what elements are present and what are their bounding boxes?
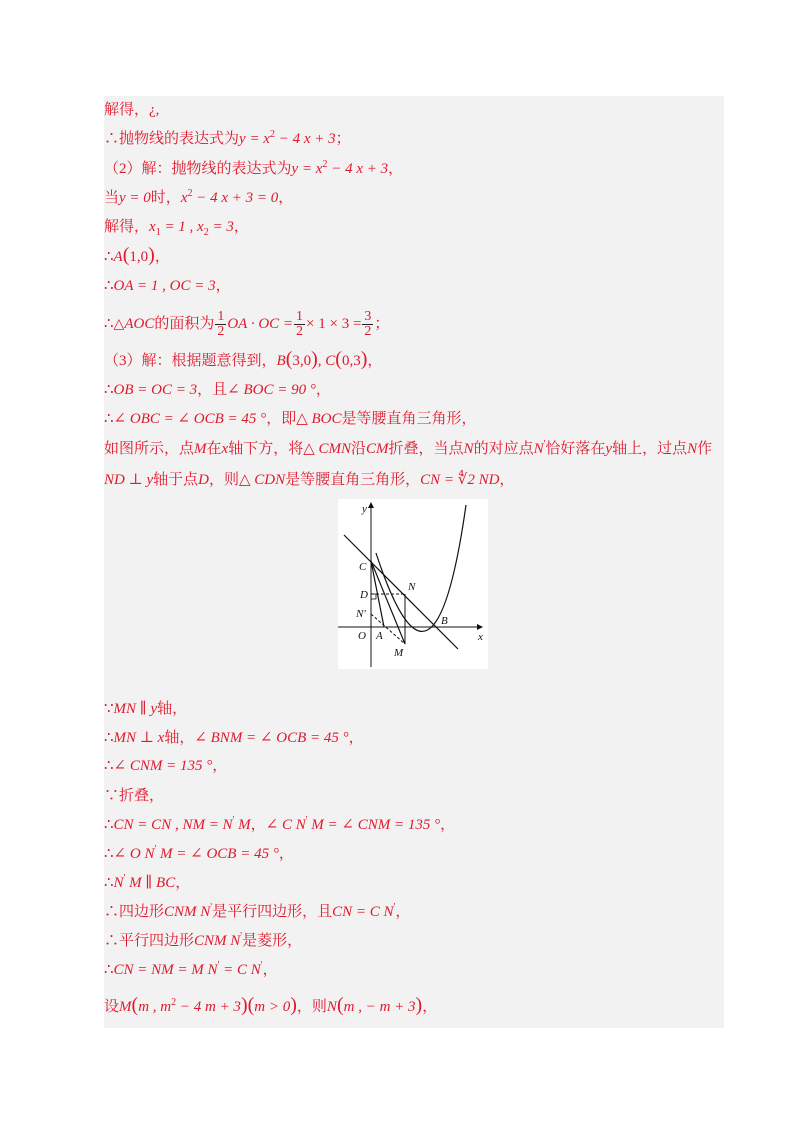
line-14 xyxy=(104,699,187,719)
punctuation: ， xyxy=(278,846,294,862)
math: ∠ BOC = 90 ° xyxy=(227,382,316,398)
line-11 xyxy=(104,409,477,429)
math: ∠ BNM = ∠ OCB = 45 ° xyxy=(194,730,349,746)
line-18 xyxy=(104,815,455,835)
prime-mark: ' xyxy=(393,902,396,913)
line-23 xyxy=(104,960,278,980)
text: 是菱形， xyxy=(242,933,303,949)
math: y xyxy=(605,441,613,457)
label-d: D xyxy=(360,589,368,601)
math: 1,0 xyxy=(129,249,149,265)
math: m , m xyxy=(138,999,172,1015)
line-15 xyxy=(104,728,364,748)
math: y = x xyxy=(239,131,270,147)
math: CN = CN , NM = N xyxy=(113,817,233,833)
math: CNM N xyxy=(164,904,211,920)
line-17 xyxy=(104,786,164,806)
line-6: ∴A(1,0)， xyxy=(104,244,170,266)
text: 沿 xyxy=(351,441,367,457)
math: N xyxy=(533,441,544,457)
punctuation: ， xyxy=(278,190,294,206)
parabola-figure xyxy=(338,499,488,669)
therefore-symbol: ∴ xyxy=(104,962,114,978)
label-n-prime: N' xyxy=(356,608,366,620)
text: 当 xyxy=(104,190,120,206)
line-1 xyxy=(104,100,159,120)
text: 轴上，过点 xyxy=(612,441,688,457)
text: 的对应点 xyxy=(473,441,534,457)
subscript: 2 xyxy=(203,227,209,238)
therefore-symbol: ∴ xyxy=(104,933,120,949)
line-20 xyxy=(104,873,190,893)
triangle-symbol: △ xyxy=(113,315,125,332)
figure-diagram xyxy=(338,499,488,669)
math: OA · OC = xyxy=(227,315,294,332)
text: ，且 xyxy=(197,382,228,398)
superscript: 2 xyxy=(269,129,275,140)
therefore-symbol: ∴ xyxy=(104,278,114,294)
because-symbol: ∵ xyxy=(104,788,120,804)
math: m , − m + 3 xyxy=(343,999,416,1015)
prime-mark: ' xyxy=(232,815,235,826)
line-13 xyxy=(104,470,514,490)
prime-mark: ' xyxy=(240,931,243,942)
text: 轴于点 xyxy=(153,472,199,488)
prime-mark: ' xyxy=(543,439,546,450)
therefore-symbol: ∴ xyxy=(104,904,120,920)
text: 时， xyxy=(150,190,181,206)
math: CNM N xyxy=(194,933,241,949)
text: 轴， xyxy=(157,701,188,717)
math: ∠ O N xyxy=(113,846,155,862)
therefore-symbol: ∴ xyxy=(104,131,120,147)
math: × 1 × 3 = xyxy=(306,315,362,332)
math: CN = NM = M N xyxy=(113,962,218,978)
line-3 xyxy=(104,159,403,179)
label-n: N xyxy=(408,581,416,593)
math: ∠ CNM = 135 ° xyxy=(113,758,213,774)
math: − 4 x + 3 = 0 xyxy=(192,190,279,206)
math: y = 0 xyxy=(119,190,151,206)
text: 抛物线的表达式为 xyxy=(119,131,240,147)
math: − 4 m + 3 xyxy=(176,999,241,1015)
therefore-symbol: ∴ xyxy=(104,382,114,398)
math: N xyxy=(113,875,124,891)
math: M xyxy=(194,441,207,457)
punctuation: ； xyxy=(335,131,351,147)
math: = 1 , x xyxy=(160,219,204,235)
math: M xyxy=(119,999,132,1015)
line-7 xyxy=(104,276,231,296)
text: 平行四边形 xyxy=(119,933,195,949)
line-5 xyxy=(104,217,249,237)
math: N xyxy=(463,441,474,457)
fraction: $\frac{3}{2}$ xyxy=(364,309,372,339)
text: 解得， xyxy=(104,102,150,118)
subscript: 1 xyxy=(155,227,161,238)
punctuation: ， xyxy=(212,758,228,774)
text: 折叠， xyxy=(119,788,165,804)
math: − 4 x + 3 xyxy=(274,131,336,147)
punctuation: ， xyxy=(395,904,411,920)
text: 解得， xyxy=(104,219,150,235)
therefore-symbol: ∴ xyxy=(104,817,114,833)
line-8 xyxy=(104,310,389,339)
punctuation: ， xyxy=(262,962,278,978)
label-y: y xyxy=(362,503,367,515)
punctuation: ， xyxy=(215,278,231,294)
text: 是等腰直角三角形， xyxy=(285,472,421,488)
therefore-symbol: ∴ xyxy=(104,875,114,891)
document-page xyxy=(104,96,724,1028)
text: （3）解：根据题意得到， xyxy=(104,353,277,369)
text: ，则 xyxy=(208,472,239,488)
text: ，即 xyxy=(266,411,297,427)
text: 是等腰直角三角形， xyxy=(341,411,477,427)
math: x xyxy=(180,190,188,206)
text: ，则 xyxy=(296,999,327,1015)
math: x xyxy=(221,441,229,457)
text: 四边形 xyxy=(119,904,165,920)
therefore-symbol: ∴ xyxy=(104,758,114,774)
prime-mark: ' xyxy=(305,815,308,826)
math: MN ∥ y xyxy=(113,701,158,717)
line-16 xyxy=(104,756,227,776)
text: 如图所示，点 xyxy=(104,441,195,457)
therefore-symbol: ∴ xyxy=(104,315,114,332)
prime-mark: ' xyxy=(260,960,263,971)
line-22 xyxy=(104,931,302,951)
line-4 xyxy=(104,188,293,208)
line-10 xyxy=(104,380,331,400)
math: A xyxy=(113,249,123,265)
math: M = ∠ OCB = 45 ° xyxy=(156,846,279,862)
math: = 3 xyxy=(208,219,234,235)
superscript: 2 xyxy=(322,159,328,170)
punctuation: ， xyxy=(422,999,438,1015)
math: △ BOC xyxy=(296,411,342,427)
therefore-symbol: ∴ xyxy=(104,249,114,265)
math: 0,3 xyxy=(341,353,361,369)
line-24: 设M(m , $m^2 - 4$ m + 3)(m > 0)，则N(m , − m + 3)， xyxy=(104,994,438,1016)
math: MN ⊥ x xyxy=(113,730,165,746)
text: （2）解：抛物线的表达式为 xyxy=(104,161,292,177)
superscript: 2 xyxy=(187,188,193,199)
line-2 xyxy=(104,129,351,149)
math: CM xyxy=(366,441,389,457)
fraction: $\frac{1}{2}$ xyxy=(217,309,225,339)
right-angle-mark xyxy=(371,594,376,599)
math: M = ∠ CNM = 135 ° xyxy=(307,817,441,833)
fraction: $\frac{1}{2}$ xyxy=(296,309,304,339)
prime-mark: ' xyxy=(210,902,213,913)
math: ∠ OBC = ∠ OCB = 45 ° xyxy=(113,411,267,427)
label-c: C xyxy=(359,561,367,573)
text: 恰好落在 xyxy=(545,441,606,457)
math: M xyxy=(234,817,251,833)
punctuation: ， xyxy=(233,219,249,235)
math: 3,0 xyxy=(292,353,312,369)
text: 的面积为 xyxy=(154,315,215,332)
punctuation: ； xyxy=(374,315,390,332)
math: − 4 x + 3 xyxy=(327,161,389,177)
label-m: M xyxy=(394,647,404,659)
math: D xyxy=(198,472,209,488)
text: 折叠，当点 xyxy=(388,441,464,457)
punctuation: ， xyxy=(499,472,515,488)
math: △ CMN xyxy=(303,441,352,457)
label-a: A xyxy=(376,630,383,642)
punctuation: ， xyxy=(315,382,331,398)
because-symbol: ∵ xyxy=(104,701,114,717)
line-19 xyxy=(104,844,294,864)
math: ND ⊥ y xyxy=(104,472,154,488)
text: 设 xyxy=(104,999,120,1015)
superscript: 2 xyxy=(171,997,177,1008)
text: 轴， xyxy=(164,730,195,746)
prime-mark: ' xyxy=(123,873,126,884)
math: B xyxy=(276,353,286,369)
text: 是平行四边形，且 xyxy=(212,904,333,920)
text: 轴下方，将 xyxy=(228,441,304,457)
therefore-symbol: ∴ xyxy=(104,411,114,427)
punctuation: ， xyxy=(367,353,383,369)
line-9: （3）解：根据题意得到，B(3,0), C(0,3)， xyxy=(104,348,383,370)
math: ∠ C N xyxy=(265,817,306,833)
line-12 xyxy=(104,439,712,459)
math: N xyxy=(687,441,698,457)
math: △ CDN xyxy=(238,472,286,488)
label-o: O xyxy=(358,630,366,642)
math: M ∥ BC xyxy=(125,875,176,891)
math: CN = C N xyxy=(332,904,394,920)
prime-mark: ' xyxy=(154,844,157,855)
text: 在 xyxy=(206,441,222,457)
math: OB = OC = 3 xyxy=(113,382,198,398)
punctuation: ， xyxy=(348,730,364,746)
math: CN = ∜2 ND xyxy=(420,472,500,488)
math: m > 0 xyxy=(254,999,291,1015)
math: , C xyxy=(317,353,336,369)
label-b: B xyxy=(441,615,448,627)
text: 作 xyxy=(697,441,713,457)
punctuation: ， xyxy=(154,249,170,265)
punctuation: ， xyxy=(175,875,191,891)
punctuation: ， xyxy=(440,817,456,833)
therefore-symbol: ∴ xyxy=(104,846,114,862)
math: AOC xyxy=(124,315,155,332)
punctuation: ， xyxy=(250,817,266,833)
math: y = x xyxy=(291,161,323,177)
prime-mark: ' xyxy=(217,960,220,971)
math: x xyxy=(149,219,156,235)
line-21 xyxy=(104,902,410,922)
math: OA = 1 , OC = 3 xyxy=(113,278,216,294)
therefore-symbol: ∴ xyxy=(104,730,114,746)
label-x: x xyxy=(478,631,483,643)
math: = C N xyxy=(219,962,261,978)
text: ¿, xyxy=(149,102,160,118)
math: N xyxy=(326,999,337,1015)
punctuation: ， xyxy=(388,161,404,177)
